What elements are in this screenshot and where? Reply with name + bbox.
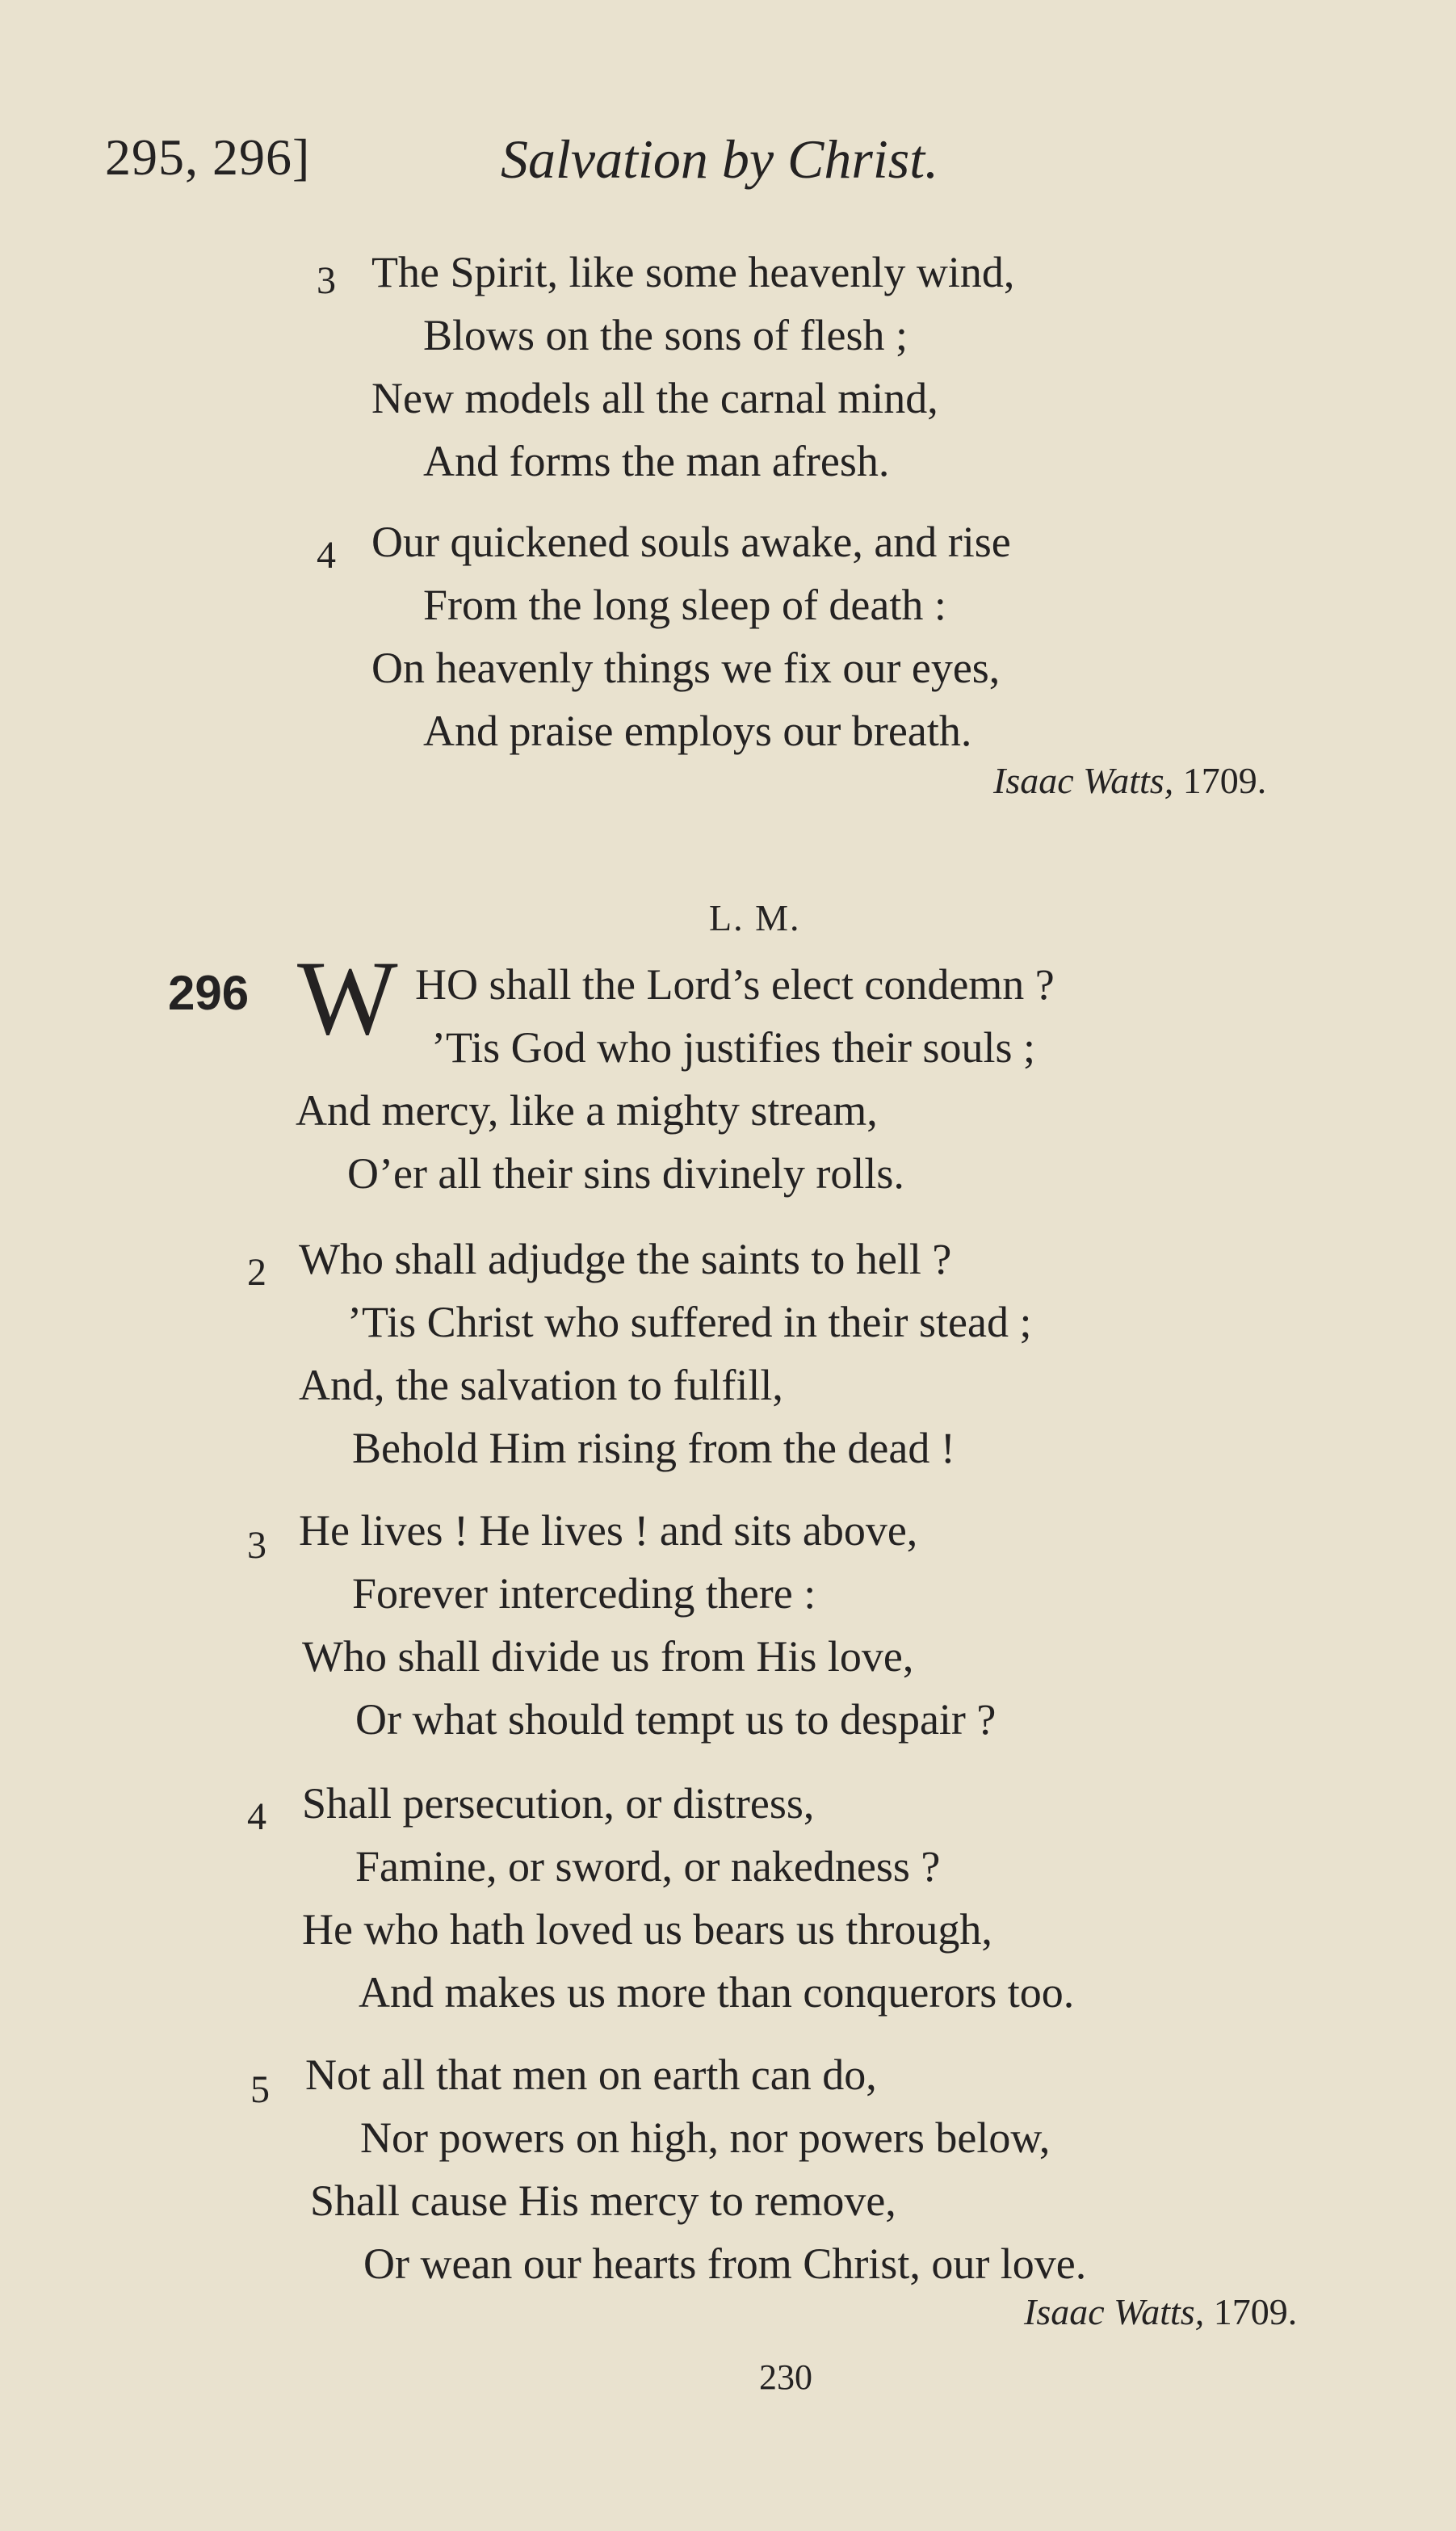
hymn-number: 296 — [168, 966, 250, 1020]
verse-line: Shall cause His mercy to remove, — [310, 2176, 896, 2225]
verse-line: He who hath loved us bears us through, — [302, 1905, 992, 1954]
verse-line: Who shall divide us from His love, — [302, 1632, 914, 1681]
verse-line: On heavenly things we fix our eyes, — [371, 644, 1001, 692]
attribution-year: 1709. — [1182, 760, 1267, 801]
verse-line: O’er all their sins divinely rolls. — [347, 1149, 904, 1198]
verse-line: He lives ! He lives ! and sits above, — [299, 1506, 918, 1555]
verse-line: And, the salvation to fulfill, — [299, 1361, 783, 1409]
verse-line: HO shall the Lord’s elect condemn ? — [415, 960, 1055, 1009]
verse-line: And forms the man afresh. — [423, 437, 890, 485]
verse-line: New models all the carnal mind, — [371, 374, 938, 422]
verse-line: Or what should tempt us to despair ? — [355, 1695, 997, 1744]
verse-line: And mercy, like a mighty stream, — [296, 1086, 878, 1135]
attribution-year: 1709. — [1213, 2291, 1298, 2332]
verse-line: Blows on the sons of flesh ; — [423, 311, 908, 359]
verse-number: 3 — [317, 259, 336, 302]
running-header-hymn-numbers: 295, 296] — [105, 128, 311, 186]
verse-line: And makes us more than conquerors too. — [359, 1968, 1075, 2017]
verse-line: Not all that men on earth can do, — [305, 2050, 877, 2099]
verse-line: The Spirit, like some heavenly wind, — [371, 248, 1015, 296]
verse-line: ’Tis God who justifies their souls ; — [431, 1023, 1036, 1072]
verse-line: Who shall adjudge the saints to hell ? — [299, 1235, 952, 1283]
verse-line: Or wean our hearts from Christ, our love. — [363, 2239, 1087, 2288]
attribution — [1024, 2290, 1297, 2333]
verse-line: Nor powers on high, nor powers below, — [360, 2113, 1051, 2162]
verse-line: ’Tis Christ who suffered in their stead ; — [347, 1298, 1032, 1346]
verse-line: Behold Him rising from the dead ! — [352, 1424, 955, 1472]
meter-label: L. M. — [709, 897, 801, 938]
verse-number: 4 — [317, 534, 336, 577]
attribution — [993, 759, 1266, 802]
running-header-section-title: Salvation by Christ. — [501, 128, 939, 190]
verse-number: 5 — [250, 2068, 270, 2111]
attribution-author: Isaac Watts, — [993, 760, 1174, 801]
verse-line: Our quickened souls awake, and rise — [371, 518, 1011, 566]
verse-line: From the long sleep of death : — [423, 581, 946, 629]
verse-line: And praise employs our breath. — [423, 707, 972, 755]
verse-number: 2 — [247, 1251, 266, 1294]
attribution-author: Isaac Watts, — [1024, 2291, 1205, 2332]
page-number: 230 — [759, 2357, 812, 2397]
verse-number: 4 — [247, 1795, 266, 1838]
verse-line: Forever interceding there : — [352, 1569, 816, 1618]
drop-cap: W — [297, 938, 398, 1057]
verse-line: Famine, or sword, or nakedness ? — [355, 1842, 941, 1891]
verse-number: 3 — [247, 1524, 266, 1567]
verse-line: Shall persecution, or distress, — [302, 1779, 815, 1828]
